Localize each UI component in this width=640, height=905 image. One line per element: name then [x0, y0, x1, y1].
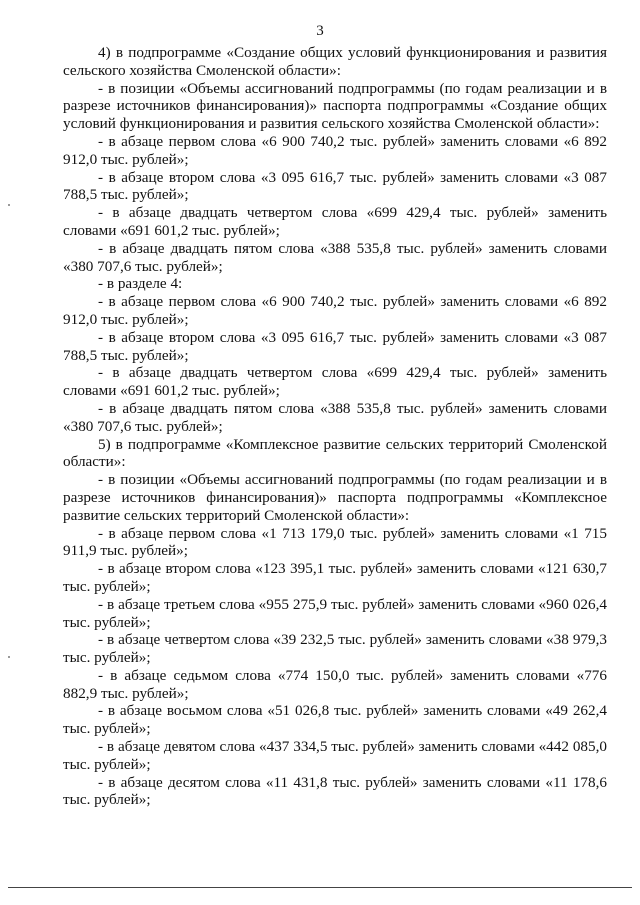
paragraph-amendment: - в абзаце девятом слова «437 334,5 тыс. рублей» заменить словами «442 085,0 тыс. рублей»; [63, 738, 607, 773]
paragraph-passport-position: - в позиции «Объемы ассигнований подпрограммы (по годам реализации и в разрезе источников финансирования)» паспорта подпрограммы «Создание общих условий функционирования и развития сельского хозяйства Смоленской области»: [63, 79, 607, 133]
paragraph-amendment: - в абзаце первом слова «6 900 740,2 тыс. рублей» заменить словами «6 892 912,0 тыс. рублей»; [63, 132, 607, 168]
paragraph-amendment: - в абзаце первом слова «1 713 179,0 тыс. рублей» заменить словами «1 715 911,9 тыс. рублей»; [63, 524, 607, 560]
paragraph-amendment: - в абзаце двадцать четвертом слова «699 429,4 тыс. рублей» заменить словами «691 601,2 тыс. рублей»; [63, 204, 607, 239]
paragraph-amendment: - в абзаце двадцать пятом слова «388 535,8 тыс. рублей» заменить словами «380 707,6 тыс. рублей»; [63, 239, 607, 275]
page-bottom-rule [8, 887, 632, 888]
paragraph-amendment: - в абзаце втором слова «3 095 616,7 тыс. рублей» заменить словами «3 087 788,5 тыс. рублей»; [63, 328, 607, 364]
paragraph-amendment: - в абзаце десятом слова «11 431,8 тыс. рублей» заменить словами «11 178,6 тыс. рублей»; [63, 773, 607, 809]
paragraph-amendment: - в абзаце втором слова «123 395,1 тыс. рублей» заменить словами «121 630,7 тыс. рублей»; [63, 560, 607, 595]
page-number: 3 [316, 23, 324, 39]
paragraph-item-4-header: 4) в подпрограмме «Создание общих условий функционирования и развития сельского хозяйства Смоленской области»: [63, 44, 607, 79]
paragraph-amendment: - в абзаце третьем слова «955 275,9 тыс. рублей» заменить словами «960 026,4 тыс. рублей»; [63, 595, 607, 631]
paragraph-amendment: - в абзаце втором слова «3 095 616,7 тыс. рублей» заменить словами «3 087 788,5 тыс. рублей»; [63, 168, 607, 204]
paragraph-passport-position: - в позиции «Объемы ассигнований подпрограммы (по годам реализации и в разрезе источников финансирования)» паспорта подпрограммы «Комплексное развитие сельских территорий Смоленской области»: [63, 471, 607, 524]
paragraph-amendment: - в абзаце первом слова «6 900 740,2 тыс. рублей» заменить словами «6 892 912,0 тыс. рублей»; [63, 293, 607, 328]
paragraph-section-4: - в разделе 4: [98, 275, 183, 293]
paragraph-amendment: - в абзаце четвертом слова «39 232,5 тыс. рублей» заменить словами «38 979,3 тыс. рублей»; [63, 631, 607, 667]
paragraph-amendment: - в абзаце двадцать четвертом слова «699 429,4 тыс. рублей» заменить словами «691 601,2 тыс. рублей»; [63, 364, 607, 400]
paragraph-amendment: - в абзаце восьмом слова «51 026,8 тыс. рублей» заменить словами «49 262,4 тыс. рублей»; [63, 702, 607, 738]
paragraph-amendment: - в абзаце седьмом слова «774 150,0 тыс. рублей» заменить словами «776 882,9 тыс. рублей»; [63, 666, 607, 702]
document-body [63, 44, 607, 809]
paragraph-amendment: - в абзаце двадцать пятом слова «388 535,8 тыс. рублей» заменить словами «380 707,6 тыс. рублей»; [63, 399, 607, 435]
scan-speck [8, 656, 10, 658]
scan-speck [8, 204, 10, 206]
paragraph-item-5-header: 5) в подпрограмме «Комплексное развитие сельских территорий Смоленской области»: [63, 435, 607, 471]
